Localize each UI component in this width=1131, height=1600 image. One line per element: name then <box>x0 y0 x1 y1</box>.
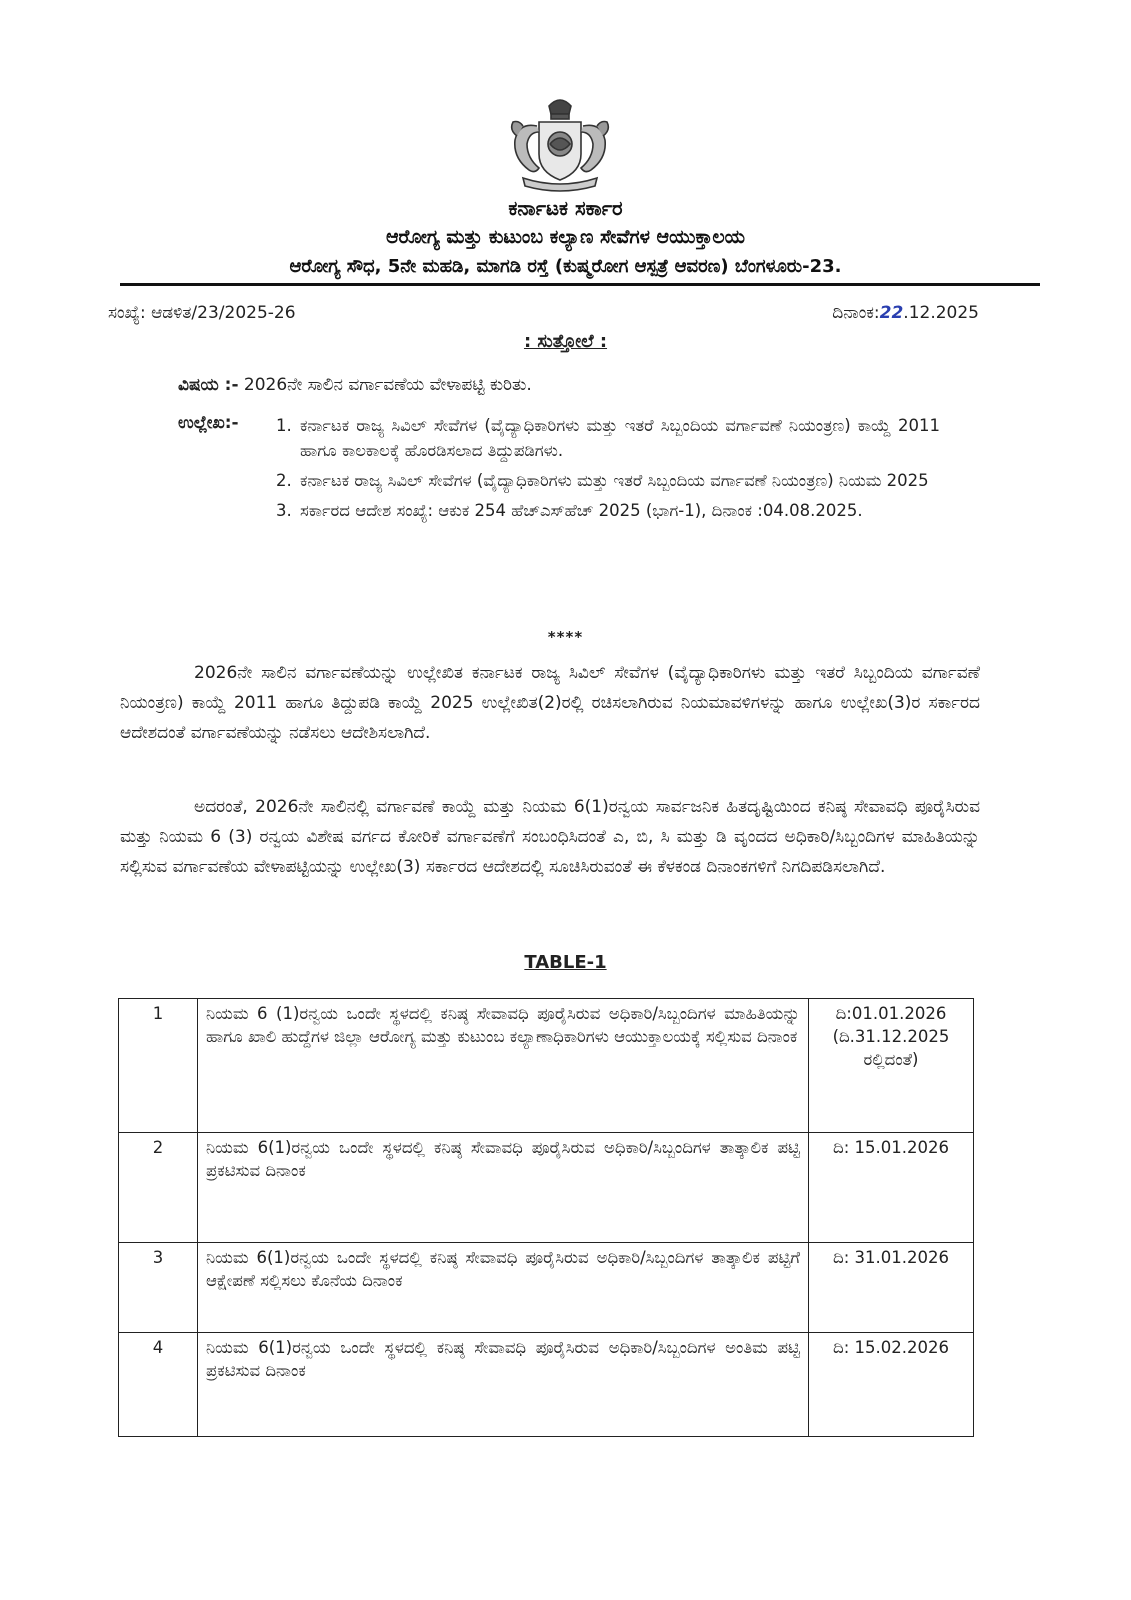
references-list <box>276 413 940 528</box>
table-title: TABLE-1 <box>524 952 607 973</box>
office-address: ಆರೋಗ್ಯ ಸೌಧ, 5ನೇ ಮಹಡಿ, ಮಾಗಡಿ ರಸ್ತೆ (ಕುಷ್ಮರೋಗ ಆಸ್ಪತ್ರೆ ಆವರಣ) ಬೆಂಗಳೂರು-23. <box>289 256 842 277</box>
circular-title: : ಸುತ್ತೋಲೆ : <box>523 331 608 352</box>
table-row <box>119 1243 974 1333</box>
schedule-table <box>118 998 974 1437</box>
karnataka-emblem <box>505 92 615 194</box>
row-description: ನಿಯಮ 6(1)ರನ್ವಯ ಒಂದೇ ಸ್ಥಳದಲ್ಲಿ ಕನಿಷ್ಠ ಸೇವಾವಧಿ ಪೂರೈಸಿರುವ ಅಧಿಕಾರಿ/ಸಿಬ್ಬಂದಿಗಳ ಅಂತಿಮ ಪಟ್ಟಿ ಪ್ರಕಟಿಸುವ ದಿನಾಂಕ <box>198 1333 809 1437</box>
reference-number: ಸಂಖ್ಯೆ: ಆಡಳಿತ/23/2025-26 <box>108 303 296 323</box>
date-month-year: .12.2025 <box>903 303 979 323</box>
subject-label: ವಿಷಯ :- <box>178 375 239 395</box>
table-row <box>119 1133 974 1243</box>
reference-item: 2. ಕರ್ನಾಟಕ ರಾಜ್ಯ ಸಿವಿಲ್ ಸೇವೆಗಳ (ವೈದ್ಯಾಧಿಕಾರಿಗಳು ಮತ್ತು ಇತರೆ ಸಿಬ್ಬಂದಿಯ ವರ್ಗಾವಣೆ ನಿಯಂತ್ರಣ) ನಿಯಮ 2025 <box>276 471 929 490</box>
document-date <box>832 303 979 323</box>
row-date: ದಿ:01.01.2026 (ದಿ.31.12.2025 ರಲ್ಲಿದಂತೆ) <box>809 999 974 1133</box>
reference-item: 3. ಸರ್ಕಾರದ ಆದೇಶ ಸಂಖ್ಯೆ: ಆಕುಕ 254 ಹೆಚ್‌ಎಸ್‌ಹೆಚ್ 2025 (ಭಾಗ-1), ದಿನಾಂಕ :04.08.2025. <box>276 501 863 520</box>
subject-text: 2026ನೇ ಸಾಲಿನ ವರ್ಗಾವಣೆಯ ವೇಳಾಪಟ್ಟಿ ಕುರಿತು. <box>243 375 532 395</box>
row-description: ನಿಯಮ 6(1)ರನ್ವಯ ಒಂದೇ ಸ್ಥಳದಲ್ಲಿ ಕನಿಷ್ಠ ಸೇವಾವಧಿ ಪೂರೈಸಿರುವ ಅಧಿಕಾರಿ/ಸಿಬ್ಬಂದಿಗಳ ತಾತ್ಕಾಲಿಕ ಪಟ್ಟಿ ಪ್ರಕಟಿಸುವ ದಿನಾಂಕ <box>198 1133 809 1243</box>
row-date: ದಿ: 31.01.2026 <box>809 1243 974 1333</box>
row-number: 4 <box>119 1333 198 1437</box>
date-label: ದಿನಾಂಕ: <box>832 303 880 323</box>
row-date: ದಿ: 15.02.2026 <box>809 1333 974 1437</box>
table-row <box>119 999 974 1133</box>
row-description: ನಿಯಮ 6(1)ರನ್ವಯ ಒಂದೇ ಸ್ಥಳದಲ್ಲಿ ಕನಿಷ್ಠ ಸೇವಾವಧಿ ಪೂರೈಸಿರುವ ಅಧಿಕಾರಿ/ಸಿಬ್ಬಂದಿಗಳ ತಾತ್ಕಾಲಿಕ ಪಟ್ಟಿಗೆ ಆಕ್ಷೇಪಣೆ ಸಲ್ಲಿಸಲು ಕೊನೆಯ ದಿನಾಂಕ <box>198 1243 809 1333</box>
body-paragraph-2: ಅದರಂತೆ, 2026ನೇ ಸಾಲಿನಲ್ಲಿ ವರ್ಗಾವಣೆ ಕಾಯ್ದೆ ಮತ್ತು ನಿಯಮ 6(1)ರನ್ವಯ ಸಾರ್ವಜನಿಕ ಹಿತದೃಷ್ಟಿಯಿಂದ ಕನಿಷ್ಠ ಸೇವಾವಧಿ ಪೂರೈಸಿರುವ ಮತ್ತು ನಿಯಮ 6 (3) ರನ್ವಯ ವಿಶೇಷ ವರ್ಗದ ಕೋರಿಕೆ ವರ್ಗಾವಣೆಗೆ ಸಂಬಂಧಿಸಿದಂತೆ ಎ, ಬಿ, ಸಿ ಮತ್ತು ಡಿ ವೃಂದದ ಅಧಿಕಾರಿ/ಸಿಬ್ಬಂದಿಗಳ ಮಾಹಿತಿಯನ್ನು ಸಲ್ಲಿಸುವ ವರ್ಗಾವಣೆಯ ವೇಳಾಪಟ್ಟಿಯನ್ನು ಉಲ್ಲೇಖ(3) ಸರ್ಕಾರದ ಆದೇಶದಲ್ಲಿ ಸೂಚಿಸಿರುವಂತೆ ಈ ಕೆಳಕಂಡ ದಿನಾಂಕಗಳಿಗೆ ನಿಗದಿಪಡಿಸಲಾಗಿದೆ. <box>120 797 980 877</box>
references-label: ಉಲ್ಲೇಖ:- <box>178 413 239 433</box>
subject-line <box>178 375 532 395</box>
header-divider <box>120 283 1040 286</box>
row-date: ದಿ: 15.01.2026 <box>809 1133 974 1243</box>
row-number: 3 <box>119 1243 198 1333</box>
table-row <box>119 1333 974 1437</box>
row-number: 2 <box>119 1133 198 1243</box>
govt-name: ಕರ್ನಾಟಕ ಸರ್ಕಾರ <box>508 196 623 220</box>
reference-item: 1. ಕರ್ನಾಟಕ ರಾಜ್ಯ ಸಿವಿಲ್ ಸೇವೆಗಳ (ವೈದ್ಯಾಧಿಕಾರಿಗಳು ಮತ್ತು ಇತರೆ ಸಿಬ್ಬಂದಿಯ ವರ್ಗಾವಣೆ ನಿಯಂತ್ರಣ) ಕಾಯ್ದೆ 2011 ಹಾಗೂ ಕಾಲಕಾಲಕ್ಕೆ ಹೊರಡಿಸಲಾದ ತಿದ್ದುಪಡಿಗಳು. <box>276 416 940 460</box>
row-number: 1 <box>119 999 198 1133</box>
body-paragraph-1: 2026ನೇ ಸಾಲಿನ ವರ್ಗಾವಣೆಯನ್ನು ಉಲ್ಲೇಖಿತ ಕರ್ನಾಟಕ ರಾಜ್ಯ ಸಿವಿಲ್ ಸೇವೆಗಳ (ವೈದ್ಯಾಧಿಕಾರಿಗಳು ಮತ್ತು ಇತರೆ ಸಿಬ್ಬಂದಿಯ ವರ್ಗಾವಣೆ ನಿಯಂತ್ರಣ) ಕಾಯ್ದೆ 2011 ಹಾಗೂ ತಿದ್ದುಪಡಿ ಕಾಯ್ದೆ 2025 ಉಲ್ಲೇಖಿತ(2)ರಲ್ಲಿ ರಚಿಸಲಾಗಿರುವ ನಿಯಮಾವಳಿಗಳನ್ನು ಹಾಗೂ ಉಲ್ಲೇಖ(3)ರ ಸರ್ಕಾರದ ಆದೇಶದಂತೆ ವರ್ಗಾವಣೆಯನ್ನು ನಡೆಸಲು ಆದೇಶಿಸಲಾಗಿದೆ. <box>120 663 980 743</box>
department-name: ಆರೋಗ್ಯ ಮತ್ತು ಕುಟುಂಬ ಕಲ್ಯಾಣ ಸೇವೆಗಳ ಆಯುಕ್ತಾಲಯ <box>385 226 746 248</box>
row-description: ನಿಯಮ 6 (1)ರನ್ವಯ ಒಂದೇ ಸ್ಥಳದಲ್ಲಿ ಕನಿಷ್ಠ ಸೇವಾವಧಿ ಪೂರೈಸಿರುವ ಅಧಿಕಾರಿ/ಸಿಬ್ಬಂದಿಗಳ ಮಾಹಿತಿಯನ್ನು ಹಾಗೂ ಖಾಲಿ ಹುದ್ದೆಗಳ ಜಿಲ್ಲಾ ಆರೋಗ್ಯ ಮತ್ತು ಕುಟುಂಬ ಕಲ್ಯಾಣಾಧಿಕಾರಿಗಳು ಆಯುಕ್ತಾಲಯಕ್ಕೆ ಸಲ್ಲಿಸುವ ದಿನಾಂಕ <box>198 999 809 1133</box>
date-day-handwritten: 22 <box>879 303 904 323</box>
section-separator: **** <box>547 628 584 646</box>
